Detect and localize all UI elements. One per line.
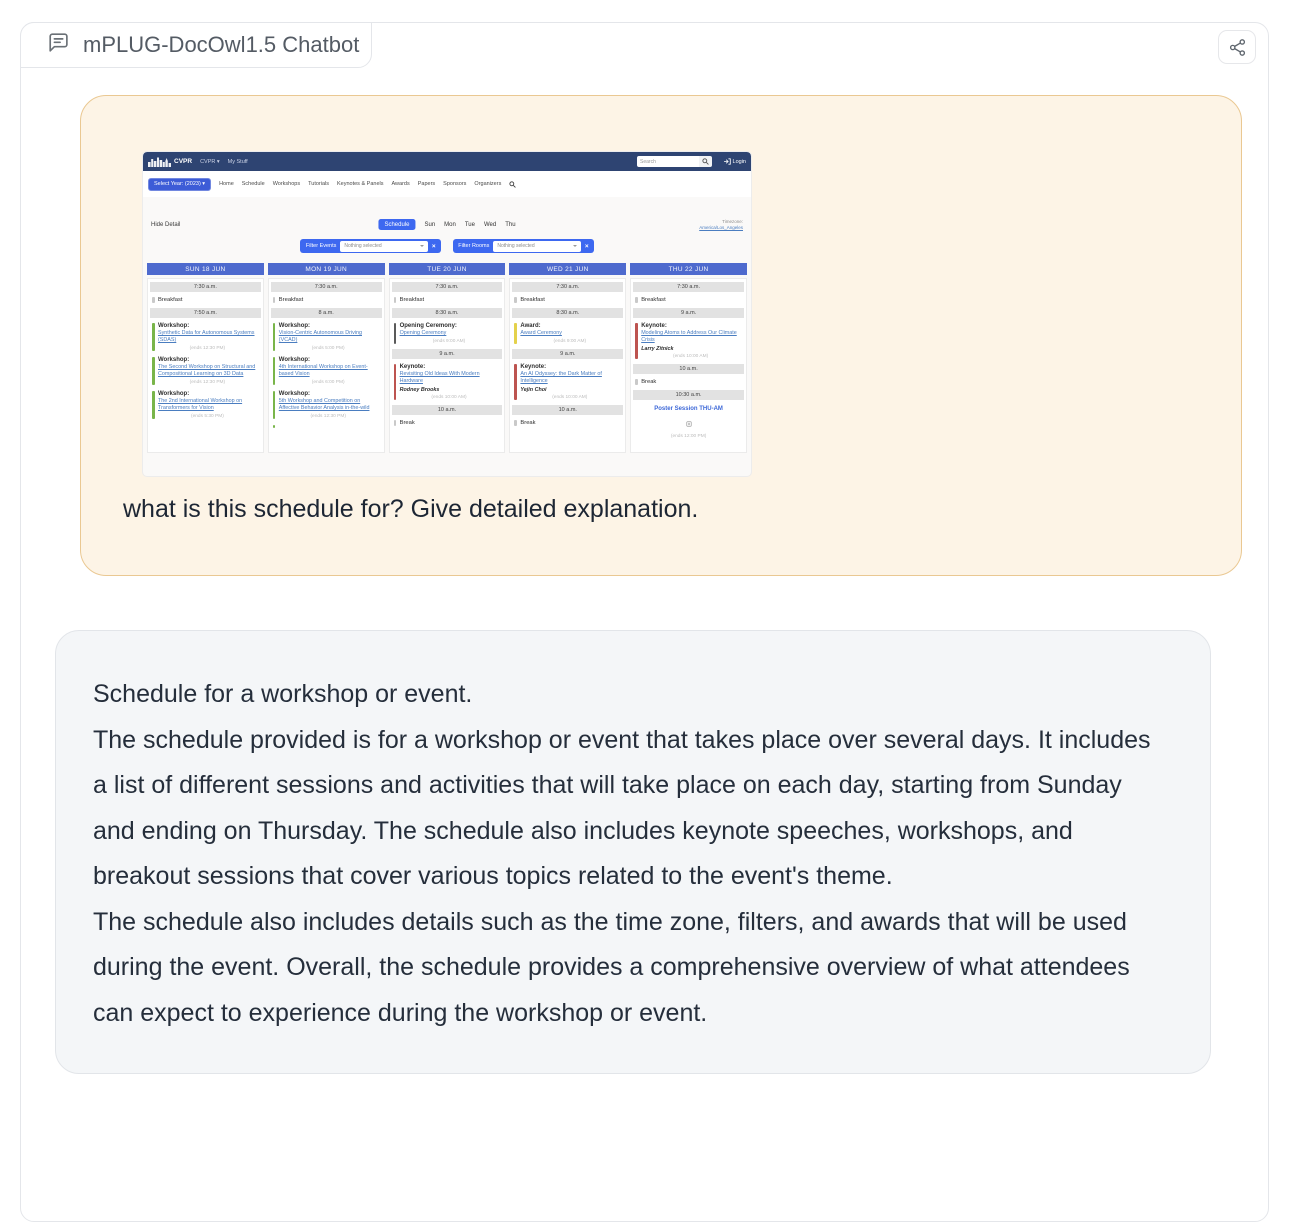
day-header: TUE 20 JUN	[389, 263, 506, 275]
expand-icon	[633, 414, 744, 432]
event-link: An AI Odyssey: the Dark Matter of Intelligence	[520, 371, 602, 385]
chat-bubble-icon	[45, 30, 70, 60]
shot-filter-rooms-clear: ×	[584, 242, 589, 250]
user-question-text: what is this schedule for? Give detailed explanation.	[123, 495, 699, 523]
shot-secondary-navbar	[143, 171, 751, 197]
shot-select-year-button: Select Year: (2023) ▾	[148, 178, 211, 191]
event-break: Break	[512, 419, 623, 427]
shot-filter-rooms-select: Nothing selected	[493, 241, 581, 252]
time-slot: 7:50 a.m.	[150, 308, 261, 318]
event-breakfast: Breakfast	[150, 296, 261, 304]
event-keynote: Keynote: Revisiting Old Ideas With Modern Hardware Rodney Brooks (ends 10:00 AM)	[392, 363, 503, 401]
time-slot: 7:30 a.m.	[512, 282, 623, 292]
chatbot-title: mPLUG-DocOwl1.5 Chatbot	[83, 32, 360, 57]
event-link: Revisiting Old Ideas With Modern Hardware	[399, 371, 480, 385]
shot-day-columns	[143, 263, 751, 453]
event-workshop: Workshop: Vision-Centric Autonomous Driving (VCAD) (ends 5:00 PM)	[271, 322, 382, 352]
event-workshop: Workshop: 5th Workshop and Competition on Affective Behavior Analysis in-the-wild (ends 12:30 PM)	[271, 390, 382, 420]
shot-nav-keynotes: Keynotes & Panels	[337, 181, 384, 187]
bot-paragraph: Schedule for a workshop or event.	[93, 680, 473, 708]
event-opening-ceremony: Opening Ceremony: Opening Ceremony (ends 9:00 AM)	[392, 322, 503, 345]
attached-schedule-screenshot[interactable]	[143, 152, 751, 476]
shot-timezone: Timezone: America/Los_Angeles	[699, 219, 743, 230]
shot-nav-awards: Awards	[391, 181, 410, 187]
user-message-bubble	[80, 95, 1242, 576]
cvpr-logo	[148, 156, 192, 167]
shot-tab-thu: Thu	[505, 221, 516, 228]
shot-nav-home: Home	[219, 181, 234, 187]
speaker-name: Larry Zitnick	[641, 345, 674, 352]
shot-nav-organizers: Organizers	[474, 181, 502, 187]
shot-search-button	[699, 156, 712, 167]
share-button[interactable]	[1218, 30, 1256, 64]
day-header: THU 22 JUN	[630, 263, 747, 275]
day-column-wed	[509, 263, 626, 453]
event-workshop: Workshop: The Second Workshop on Structural and Compositional Learning on 3D Data (ends 12:30 PM)	[150, 356, 261, 386]
shot-schedule-page	[143, 219, 751, 476]
shot-filter-events-select: Nothing selected	[340, 241, 428, 252]
speaker-name: Rodney Brooks	[399, 386, 440, 393]
shot-tab-mon: Mon	[444, 221, 456, 228]
shot-search-input	[637, 156, 699, 167]
time-slot: 10 a.m.	[633, 364, 744, 374]
bot-message-bubble	[55, 630, 1211, 1074]
day-column-tue	[389, 263, 506, 453]
time-slot: 7:30 a.m.	[633, 282, 744, 292]
bot-paragraph: The schedule provided is for a workshop or event that takes place over several days. It includes a list of different sessions and activities that will take place on each day, starting from Sunday and ending on Thursday. The schedule also includes keynote speeches, workshops, and breakout sessions that cover various topics related to the event's theme.	[93, 725, 1151, 890]
event-keynote: Keynote: Modeling Atoms to Address Our Climate Crisis Larry Zitnick (ends 10:00 AM)	[633, 322, 744, 360]
day-header: MON 19 JUN	[268, 263, 385, 275]
event-breakfast: Breakfast	[633, 296, 744, 304]
time-slot: 7:30 a.m.	[392, 282, 503, 292]
event-workshop: Workshop: Synthetic Data for Autonomous Systems (SDAS) (ends 12:30 PM)	[150, 322, 261, 352]
shot-nav-papers: Papers	[417, 181, 436, 187]
shot-timezone-link: America/Los_Angeles	[699, 225, 743, 230]
event-link: 4th International Workshop on Event-based Vision	[278, 364, 368, 378]
time-slot: 8:30 a.m.	[392, 308, 503, 318]
event-breakfast: Breakfast	[392, 296, 503, 304]
event-link: 5th Workshop and Competition on Affective Behavior Analysis in-the-wild	[278, 398, 370, 412]
event-link: The 2nd International Workshop on Transformers for Vision	[158, 398, 243, 412]
time-slot: 7:30 a.m.	[271, 282, 382, 292]
time-slot: 7:30 a.m.	[150, 282, 261, 292]
shot-tab-sun: Sun	[424, 221, 436, 228]
event-link: Opening Ceremony	[399, 330, 447, 336]
event-workshop: Workshop: 4th International Workshop on Event-based Vision (ends 6:00 PM)	[271, 356, 382, 386]
event-keynote: Keynote: An AI Odyssey: the Dark Matter of Intelligence Yejin Choi (ends 10:00 AM)	[512, 363, 623, 401]
speaker-name: Yejin Choi	[520, 386, 547, 393]
shot-nav-cvpr: CVPR ▾	[200, 158, 220, 165]
event-link: Vision-Centric Autonomous Driving (VCAD)	[278, 330, 362, 344]
chatbot-title-tab	[20, 22, 372, 68]
event-breakfast: Breakfast	[512, 296, 623, 304]
day-column-sun	[147, 263, 264, 453]
shot-nav-schedule: Schedule	[241, 181, 265, 187]
event-link: Award Ceremony	[520, 330, 562, 336]
time-slot: 10 a.m.	[392, 405, 503, 415]
day-column-mon	[268, 263, 385, 453]
event-award: Award: Award Ceremony (ends 9:00 AM)	[512, 322, 623, 345]
event-breakfast: Breakfast	[271, 296, 382, 304]
shot-tab-schedule: Schedule	[378, 219, 415, 230]
shot-filter-events: Filter Events Nothing selected ×	[300, 239, 440, 253]
time-slot: 10:30 a.m.	[633, 390, 744, 400]
time-slot: 8 a.m.	[271, 308, 382, 318]
day-header: WED 21 JUN	[509, 263, 626, 275]
bot-paragraph: The schedule also includes details such as the time zone, filters, and awards that will be used during the event. Overall, the schedule provides a comprehensive overview of what attendees can expect to experience during the workshop or event.	[93, 907, 1130, 1027]
shot-search-group	[637, 156, 712, 167]
shot-nav-my-stuff: My Stuff	[227, 158, 248, 165]
shot-filters	[143, 239, 751, 253]
shot-login-link: Login	[724, 158, 746, 165]
shot-top-navbar	[143, 152, 751, 171]
shot-nav-sponsors: Sponsors	[443, 181, 467, 187]
time-slot: 10 a.m.	[512, 405, 623, 415]
cvpr-brand-text: CVPR	[174, 158, 193, 165]
event-link: Poster Session THU-AM	[654, 405, 723, 412]
shot-filter-rooms: Filter Rooms Nothing selected ×	[453, 239, 594, 253]
time-slot: 9 a.m.	[512, 349, 623, 359]
shot-nav-workshops: Workshops	[272, 181, 301, 187]
event-break: Break	[392, 419, 503, 427]
shot-view-tabs	[378, 219, 515, 230]
shot-nav-search-icon	[509, 175, 516, 193]
event-link: The Second Workshop on Structural and Compositional Learning on 3D Data	[158, 364, 256, 378]
day-column-thu	[630, 263, 747, 453]
event-workshop: Workshop: The 2nd International Workshop on Transformers for Vision (ends 5:30 PM)	[150, 390, 261, 420]
time-slot: 9 a.m.	[392, 349, 503, 359]
shot-tab-tue: Tue	[464, 221, 475, 228]
event-break: Break	[633, 378, 744, 386]
day-header: SUN 18 JUN	[147, 263, 264, 275]
event-poster-session: Poster Session THU-AM (ends 12:00 PM)	[633, 404, 744, 439]
shot-hide-detail: Hide Detail	[151, 222, 181, 228]
event-link: Synthetic Data for Autonomous Systems (SDAS)	[158, 330, 255, 344]
shot-filter-events-clear: ×	[431, 242, 436, 250]
shot-nav-tutorials: Tutorials	[308, 181, 329, 187]
chevron-down-icon	[573, 245, 577, 247]
chevron-down-icon	[420, 245, 424, 247]
time-slot: 9 a.m.	[633, 308, 744, 318]
event-cut-off	[271, 424, 382, 429]
shot-tab-wed: Wed	[483, 221, 497, 228]
time-slot: 8:30 a.m.	[512, 308, 623, 318]
event-link: Modeling Atoms to Address Our Climate Crisis	[641, 330, 737, 344]
